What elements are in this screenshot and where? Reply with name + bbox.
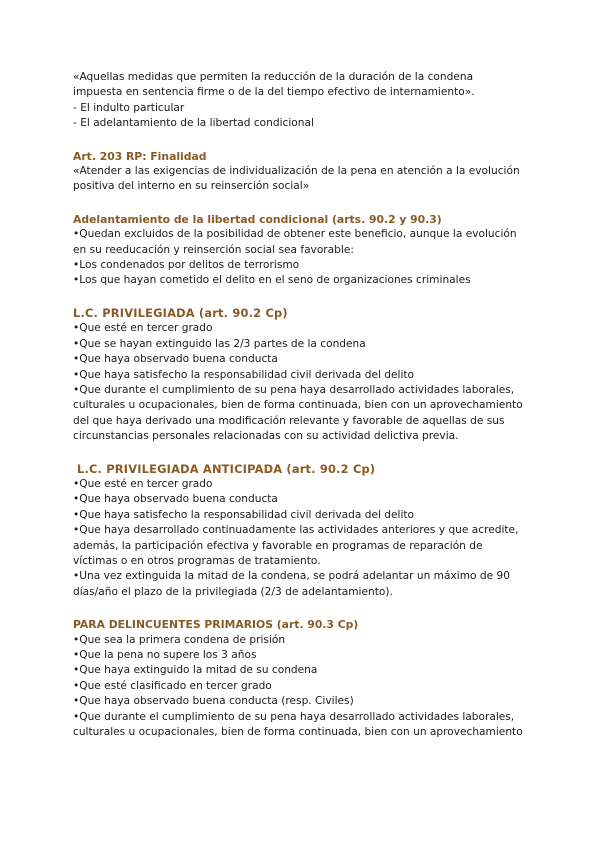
- anticipada-heading: L.C. PRIVILEGIADA ANTICIPADA (art. 90.2 Cp): [77, 461, 376, 476]
- anticipada-line: •Que esté en tercer grado: [73, 477, 213, 490]
- privilegiada-section: [73, 306, 530, 445]
- privilegiada-line: •Que se hayan extinguido las 2/3 partes de la condena: [73, 337, 366, 350]
- primarios-section: [73, 617, 530, 740]
- intro-line: «Aquellas medidas que permiten la reducción de la duración de la condena: [73, 71, 474, 83]
- intro-line: - El adelantamiento de la libertad condicional: [73, 117, 314, 130]
- art203-section: [73, 149, 530, 195]
- primarios-line: •Que esté clasificado en tercer grado: [73, 679, 272, 692]
- anticipada-line: •Que haya observado buena conducta: [73, 493, 278, 506]
- anticipada-line: •Que haya desarrollado continuadamente las actividades anteriores y que acredite,: [73, 524, 519, 537]
- adelantamiento-section: [73, 212, 530, 289]
- anticipada-line: además, la participación efectiva y favorable en programas de reparación de: [73, 539, 483, 552]
- art203-line: «Atender a las exigencias de individualización de la pena en atención a la evolución: [73, 165, 520, 178]
- adelantamiento-line: •Los condenados por delitos de terrorismo: [73, 259, 300, 272]
- privilegiada-line: •Que durante el cumplimiento de su pena haya desarrollado actividades laborales,: [73, 383, 515, 396]
- privilegiada-line: del que haya derivado una modificación relevante y favorable de aquellas de sus: [73, 414, 505, 427]
- art203-heading: Art. 203 RP: Finalidad: [73, 149, 207, 163]
- adelantamiento-line: •Quedan excluidos de la posibilidad de obtener este beneficio, aunque la evolución: [73, 228, 517, 241]
- adelantamiento-line: en su reeducación y reinserción social sea favorable:: [73, 243, 354, 256]
- primarios-line: •Que la pena no supere los 3 años: [73, 649, 257, 661]
- intro-section: [73, 70, 530, 132]
- privilegiada-line: circunstancias personales relacionadas con su actividad delictiva previa.: [73, 430, 459, 443]
- anticipada-line: •Una vez extinguida la mitad de la condena, se podrá adelantar un máximo de 90: [73, 570, 510, 583]
- privilegiada-heading: L.C. PRIVILEGIADA (art. 90.2 Cp): [73, 305, 288, 320]
- primarios-line: culturales u ocupacionales, bien de forma continuada, bien con un aprovechamiento: [73, 726, 523, 739]
- adelantamiento-heading: Adelantamiento de la libertad condicional (arts. 90.2 y 90.3): [73, 212, 442, 226]
- privilegiada-line: •Que esté en tercer grado: [73, 322, 213, 335]
- privilegiada-line: •Que haya observado buena conducta: [73, 353, 278, 366]
- anticipada-line: víctimas o en otros programas de tratamiento.: [73, 554, 321, 567]
- primarios-line: •Que haya observado buena conducta (resp. Civiles): [73, 695, 354, 708]
- intro-line: impuesta en sentencia firme o de la del tiempo efectivo de internamiento».: [73, 86, 475, 99]
- primarios-line: •Que durante el cumplimiento de su pena haya desarrollado actividades laborales,: [73, 710, 515, 723]
- privilegiada-line: culturales u ocupacionales, bien de forma continuada, bien con un aprovechamiento: [73, 399, 523, 412]
- anticipada-line: •Que haya satisfecho la responsabilidad civil derivada del delito: [73, 508, 415, 521]
- anticipada-line: días/año el plazo de la privilegiada (2/3 de adelantamiento).: [73, 585, 393, 598]
- primarios-heading: PARA DELINCUENTES PRIMARIOS (art. 90.3 Cp): [73, 618, 359, 632]
- adelantamiento-line: •Los que hayan cometido el delito en el seno de organizaciones criminales: [73, 274, 471, 287]
- privilegiada-line: •Que haya satisfecho la responsabilidad civil derivada del delito: [73, 368, 415, 381]
- primarios-line: •Que haya extinguido la mitad de su condena: [73, 664, 318, 677]
- anticipada-section: [73, 462, 530, 601]
- intro-line: - El indulto particular: [73, 101, 185, 114]
- primarios-line: •Que sea la primera condena de prisión: [73, 633, 286, 646]
- art203-line: positiva del interno en su reinserción social»: [73, 180, 310, 193]
